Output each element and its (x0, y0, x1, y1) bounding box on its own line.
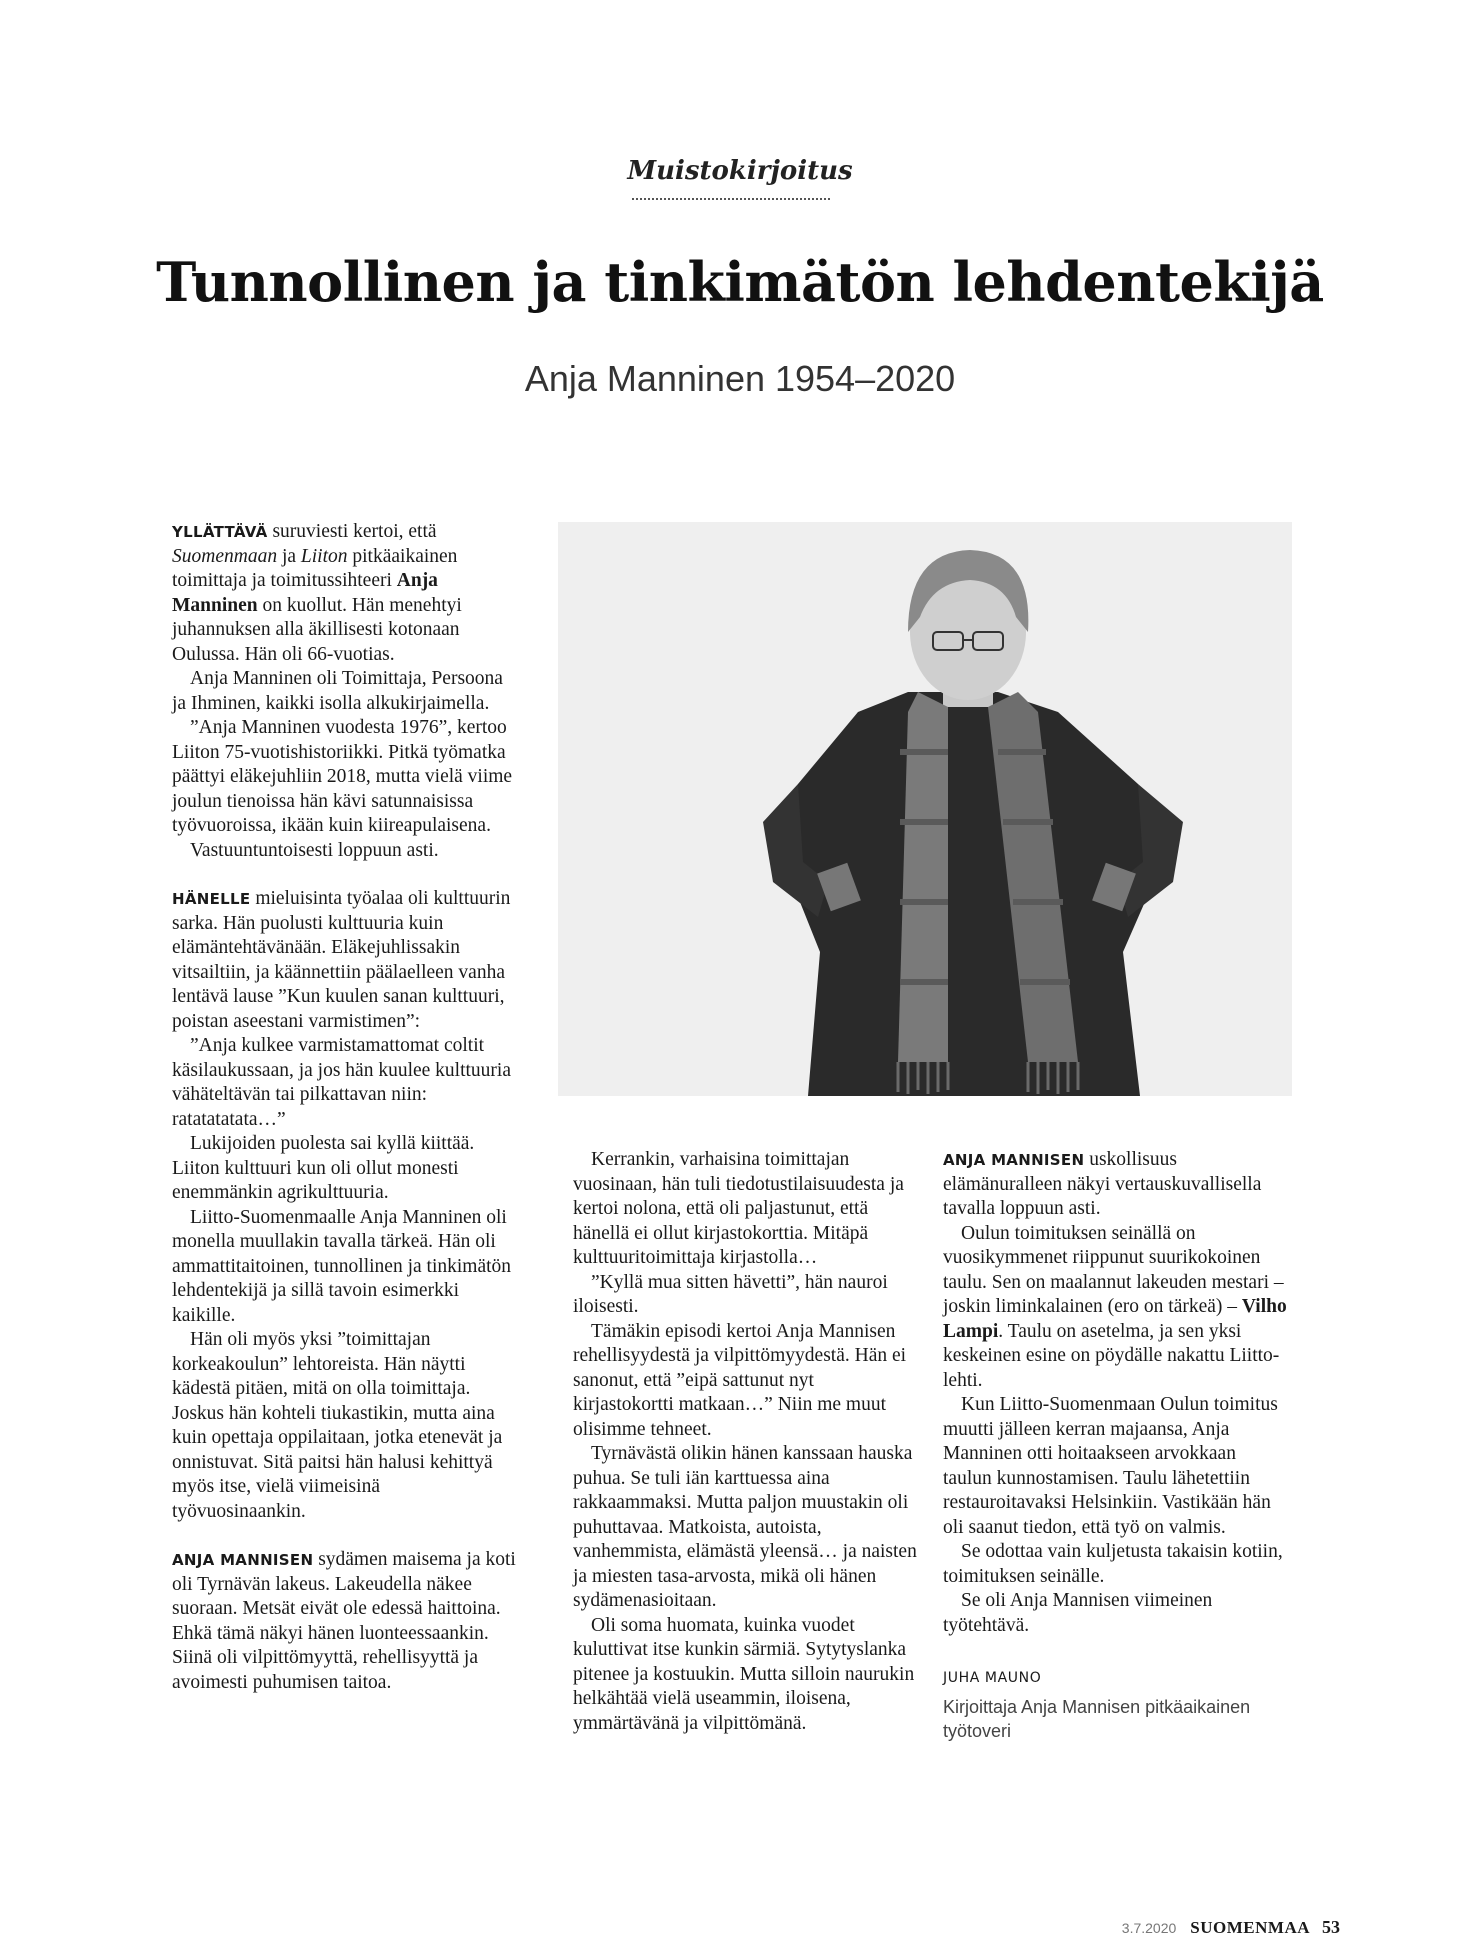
page-footer (1122, 1917, 1340, 1938)
paragraph: Tyrnävästä olikin hänen kanssaan hauska puhua. Se tuli iän karttuessa aina rakkaammaksi. Mutta paljon muustakin oli puhuttavaa. Matkoista, autoista, vanhemmista, elämästä yleensä… ja naisten ja miesten tasa-arvosta, mikä oli hänen sydämenasioitaan. (573, 1443, 917, 1611)
text: pitkäaikainen toimittaja ja toimitussihteeri (172, 545, 458, 591)
paragraph: ”Anja kulkee varmistamattomat coltit käsilaukussaan, ja jos hän kuulee kulttuuria vähäteltävän tai pilkattavan niin: ratatatatata…” (172, 1035, 512, 1130)
text-italic: Liiton (300, 545, 348, 567)
byline-name: JUHA MAUNO (943, 1670, 1042, 1686)
magazine-name: SUOMENMAA (1190, 1918, 1310, 1937)
paragraph (172, 887, 518, 1034)
text: on kuollut. Hän menehtyi juhannuksen alla äkillisesti kotonaan Oulussa. Hän oli 66-vuotias. (172, 594, 462, 665)
paragraph (172, 520, 518, 667)
portrait-figure (558, 522, 1292, 1096)
headline: Tunnollinen ja tinkimätön lehdentekijä (156, 250, 1324, 314)
paragraph: Kun Liitto-Suomenmaan Oulun toimitus muutti jälleen kerran majaansa, Anja Manninen otti hoitaakseen arvokkaan taulun kunnostamisen. Taulu lähetettiin restauroitavaksi Helsinkiin. Vastikään hän oli saanut tiedon, että työ on valmis. (943, 1394, 1278, 1538)
paragraph: Se odottaa vain kuljetusta takaisin kotiin, toimituksen seinälle. (943, 1541, 1283, 1587)
text-italic: Suomenmaan (172, 545, 278, 567)
byline-role: Kirjoittaja Anja Mannisen pitkäaikainen työtoveri (943, 1696, 1251, 1741)
text: . Taulu on asetelma, ja sen yksi keskeinen esine on pöydälle nakattu Liitto-lehti. (943, 1320, 1280, 1391)
paragraph: ”Anja Manninen vuodesta 1976”, kertoo Liiton 75-vuotishistoriikki. Pitkä työmatka päättyi eläkejuhliin 2018, mutta vielä viime joulun tienoissa hän kävi satunnaisissa työvuoroissa, ikään kuin kiireapulaisena. (172, 717, 513, 836)
column-3 (943, 1148, 1289, 1743)
paragraph: Kerrankin, varhaisina toimittajan vuosinaan, hän tuli tiedotustilaisuudesta ja kertoi nolona, että oli paljastunut, että hänellä ei ollut kirjastokorttia. Mitäpä kulttuuritoimittaja kirjastolla… (573, 1149, 904, 1268)
paragraph: Liitto-Suomenmaalle Anja Manninen oli monella muullakin tavalla tärkeä. Hän oli ammattitaitoinen, tunnollinen ja tinkimätön lehdentekijä ja sillä tavoin esimerkki kaikille. (172, 1206, 512, 1326)
kicker: Muistokirjoitus (627, 156, 853, 186)
paragraph: Anja Manninen oli Toimittaja, Persoona ja Ihminen, kaikki isolla alkukirjaimella. (172, 668, 503, 714)
paragraph: Oli soma huomata, kuinka vuodet kuluttivat itse kunkin särmiä. Sytytyslanka pitenee ja kostuukin. Mutta silloin naurukin helkähtää vielä useammin, iloisena, ymmärtävänä ja vilpittömänä. (573, 1614, 915, 1734)
column-1 (172, 520, 518, 1695)
portrait-photo (558, 522, 1292, 1096)
text: sydämen maisema ja koti oli Tyrnävän lakeus. Lakeudella näkee suoraan. Metsät eivät ole edessä haittoina. Ehkä tämä näkyi hänen luonteessaankin. Siinä oli vilpittömyyttä, rehellisyyttä ja avoimesti puhumisen taitoa. (172, 1549, 516, 1693)
lead-in: ANJA MANNISEN (943, 1151, 1085, 1169)
paragraph: Se oli Anja Mannisen viimeinen työtehtävä. (943, 1590, 1213, 1636)
subhead: Anja Manninen 1954–2020 (524, 358, 956, 399)
text: Oulun toimituksen seinällä on vuosikymmenet riippunut suurikokoinen taulu. Sen on maalannut lakeuden mestari – joskin liminkalainen (ero on tärkeä) – (943, 1222, 1284, 1317)
paragraph: Vastuuntuntoisesti loppuun asti. (190, 839, 439, 861)
paragraph: Tämäkin episodi kertoi Anja Mannisen rehellisyydestä ja vilpittömyydestä. Hän ei sanonut, että ”eipä sattunut nyt kirjastokortti matkaan…” Niin me muut olisimme tehneet. (573, 1320, 907, 1440)
text: mieluisinta työalaa oli kulttuurin sarka. Hän puolusti kulttuuria kuin elämäntehtävänään. Eläkejuhlissakin vitsailtiin, ja käännettiin päälaelleen vanha lentävä lause ”Kun kuulen sanan kulttuuri, poistan aseestani varmistimen”: (172, 888, 511, 1032)
page-number: 53 (1322, 1917, 1340, 1937)
paragraph (172, 1548, 518, 1695)
lead-in: YLLÄTTÄVÄ (172, 523, 268, 541)
paragraph: Lukijoiden puolesta sai kyllä kiittää. Liiton kulttuuri kun oli ollut monesti enemmänkin agrikulttuuria. (172, 1133, 475, 1203)
person-name: Anja Manninen (172, 570, 438, 616)
lead-in: ANJA MANNISEN (172, 1551, 314, 1569)
paragraph: ”Kyllä mua sitten hävetti”, hän nauroi iloisesti. (573, 1271, 888, 1317)
paragraph (943, 1222, 1289, 1394)
kicker-rule (632, 198, 830, 200)
column-2 (573, 1148, 919, 1736)
paragraph (943, 1148, 1289, 1222)
text: uskollisuus elämänuralleen näkyi vertauskuvallisella tavalla loppuun asti. (943, 1149, 1262, 1219)
issue-date: 3.7.2020 (1121, 1920, 1177, 1936)
text: suruviesti kertoi, että (267, 521, 437, 542)
lead-in: HÄNELLE (172, 890, 251, 908)
paragraph: Hän oli myös yksi ”toimittajan korkeakoulun” lehtoreista. Hän näytti kädestä pitäen, mitä on olla toimittaja. Joskus hän kohteli tiukastikin, mutta aina kuin opettaja oppilaitaan, jotka etenevät ja onnistuvat. Sitä paitsi hän halusi kehittyä myös itse, vielä viimeisinä työvuosinaankin. (172, 1329, 503, 1522)
text: ja (277, 545, 301, 567)
person-name: Vilho Lampi (943, 1296, 1287, 1342)
